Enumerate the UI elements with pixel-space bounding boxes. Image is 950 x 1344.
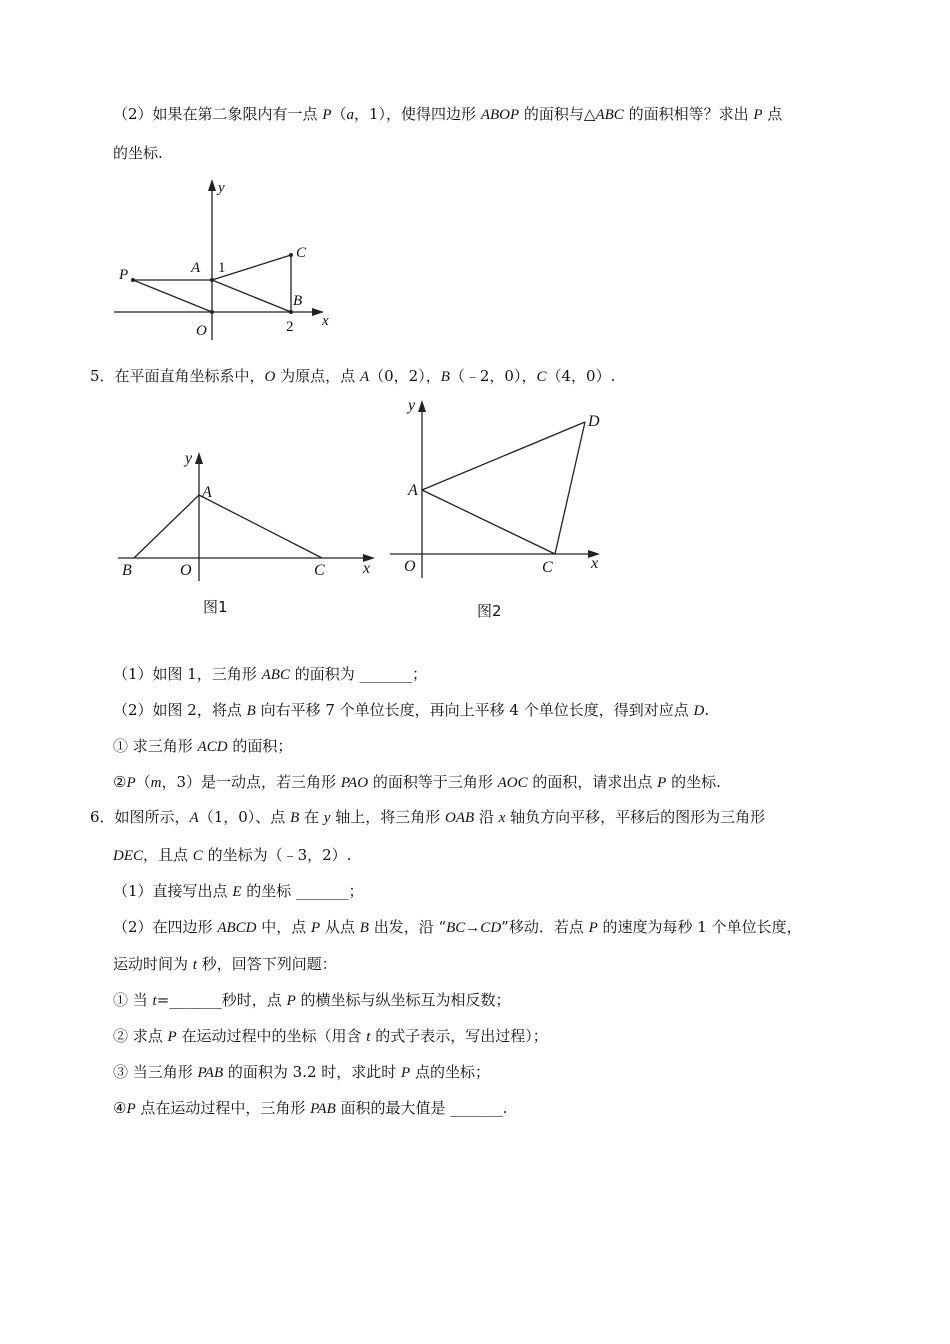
fig1-label-b: B [122,562,132,579]
q5-part2: （2）如图 2，将点 B 向右平移 7 个单位长度，再向上平移 4 个单位长度，得到对应点 D. [113,701,710,719]
q4-label-one: 1 [218,260,226,276]
q4-part2-line2: 的坐标. [113,144,163,162]
q6-stem-line1: 6．如图所示，A（1，0）、点 B 在 y 轴上，将三角形 OAB 沿 x 轴负方向平移，平移后的图形为三角形 [90,808,766,826]
q6-sub3: ③ 当三角形 PAB 的面积为 3.2 时，求此时 P 点的坐标； [113,1063,490,1081]
fig2-segment-ac [422,490,555,554]
q6-sub2: ② 求点 P 在运动过程中的坐标（用含 t 的式子表示，写出过程）； [113,1027,548,1045]
fig1-segment-ba [134,495,199,558]
q6-part2-line1: （2）在四边形 ABCD 中，点 P 从点 B 出发，沿 “BC→CD”移动．若点 P 的速度为每秒 1 个单位长度， [113,918,802,936]
q4-part2-line1: （2）如果在第二象限内有一点 P（a，1），使得四边形 ABOP 的面积与△ABC 的面积相等？求出 P 点 [113,105,783,123]
fig2-segment-ad [422,422,585,490]
fig2-caption: 图2 [477,602,502,620]
q4-label-a: A [191,260,201,276]
q4-y-arrow [208,179,216,191]
q4-label-y: y [218,180,225,196]
fig2-label-x: x [591,555,599,572]
q5-figure-1 [110,445,380,585]
fig1-label-o: O [180,562,192,579]
q4-label-o: O [196,323,207,339]
q6-sub1-blank: _______ [169,991,222,1009]
fig2-label-d: D [588,413,600,430]
q5-part1: （1）如图 1，三角形 ABC 的面积为 _______； [113,665,428,683]
q6-part2-line2: 运动时间为 t 秒，回答下列问题： [113,955,337,973]
q4-figure [110,175,340,345]
q4-label-x: x [322,313,329,329]
q4-label-p: P [119,267,129,283]
fig2-segment-cd [555,422,585,554]
q5-figure-2 [385,395,615,585]
fig1-label-a: A [202,484,212,501]
q4-segment-po [133,280,212,312]
q4-label-c: C [296,245,307,261]
fig2-label-o: O [404,558,416,575]
q6-sub1: ① 当 t=_______秒时，点 P 的横坐标与纵坐标互为相反数； [113,991,511,1009]
q6-part1-blank: _______ [296,882,349,900]
q6-sub4-blank: _______ [450,1099,503,1117]
q5-part1-blank: _______ [359,665,413,683]
fig1-label-c: C [314,562,325,579]
fig2-label-a: A [408,482,418,499]
fig2-label-y: y [408,397,416,414]
q6-part1: （1）直接写出点 E 的坐标 _______； [113,882,364,900]
fig2-label-c: C [542,559,553,576]
fig1-label-y: y [185,450,193,467]
fig1-label-x: x [363,560,371,577]
q4-segment-ab [212,280,291,312]
q5-part2-sub2: ②P（m，3）是一动点，若三角形 PAO 的面积等于三角形 AOC 的面积，请求出点 P 的坐标. [113,773,721,791]
q6-stem-line2: DEC，且点 C 的坐标为（﹣3，2）. [113,846,352,864]
fig1-caption: 图1 [203,598,228,616]
fig1-segment-ac [199,495,322,558]
q5-part2-sub1: ① 求三角形 ACD 的面积； [113,737,293,755]
q4-label-two: 2 [286,319,294,335]
q6-sub4: ④P 点在运动过程中，三角形 PAB 面积的最大值是 _______. [113,1099,508,1117]
q5-stem: 5．在平面直角坐标系中，O 为原点，点 A（0，2），B（﹣2，0），C（4，0）. [90,367,616,385]
q4-label-b: B [293,293,303,309]
